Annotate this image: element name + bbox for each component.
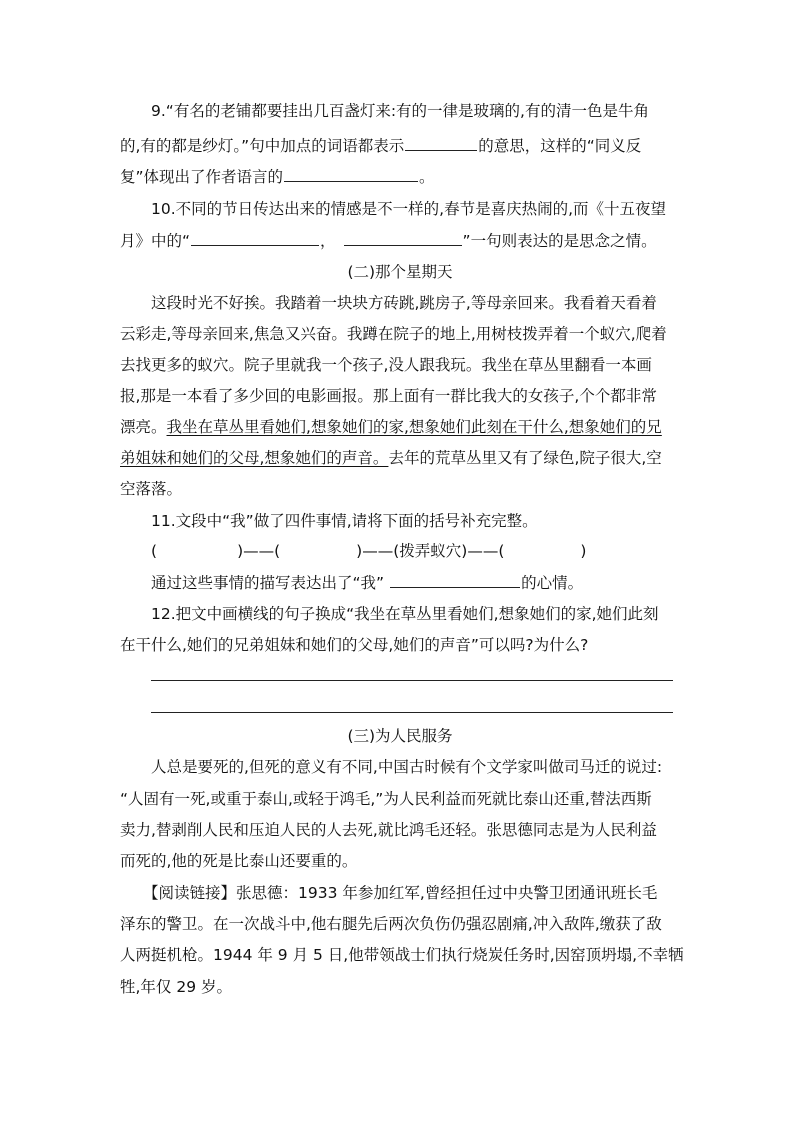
q9-text-c: 复”体现出了作者语言的 bbox=[120, 168, 284, 186]
q12-line-1: 12.把文中画横线的句子换成“我坐在草丛里看她们,想象她们的家,她们此刻 bbox=[151, 605, 659, 623]
q11-paren-3: )——(拨弄蚁穴)——( bbox=[356, 542, 505, 560]
passage-2-line-2: 云彩走,等母亲回来,焦急又兴奋。我蹲在院子的地上,用树枝拨弄着一个蚁穴,爬着 bbox=[120, 325, 667, 343]
q9-text-a: 的,有的都是纱灯。”句中加点的词语都表示 bbox=[120, 137, 405, 155]
section-2-title: (二)那个星期天 bbox=[347, 263, 453, 281]
passage-2-line-7: 空落落。 bbox=[120, 480, 183, 498]
q10-text-c: ”一句则表达的是思念之情。 bbox=[462, 232, 657, 250]
q10-answer-blank-1[interactable] bbox=[191, 230, 319, 246]
q12-answer-line-1[interactable] bbox=[151, 680, 673, 681]
q11-paren-1: ( bbox=[151, 542, 158, 560]
reading-link-label: 【阅读链接】 bbox=[143, 884, 237, 902]
reading-link-line-4: 牲,年仅 29 岁。 bbox=[120, 978, 233, 996]
q10-answer-blank-2[interactable] bbox=[344, 230, 462, 246]
q10-line-1: 10.不同的节日传达出来的情感是不一样的,春节是喜庆热闹的,而《十五夜望 bbox=[151, 200, 667, 218]
reading-link-line-3: 人两挺机枪。1944 年 9 月 5 日,他带领战士们执行烧炭任务时,因窑顶坍塌,不幸牺 bbox=[120, 946, 684, 964]
underlined-sentence-part-1: 我坐在草丛里看她们,想象她们的家,想象她们此刻在干什么,想象她们的兄 bbox=[166, 418, 662, 436]
passage-3-line-2: “人固有一死,或重于泰山,或轻于鸿毛,”为人民利益而死就比泰山还重,替法西斯 bbox=[120, 790, 652, 808]
passage-2-line-3: 去找更多的蚁穴。院子里就我一个孩子,没人跟我玩。我坐在草丛里翻看一本画 bbox=[120, 356, 652, 374]
q11-line-1: 11.文段中“我”做了四件事情,请将下面的括号补充完整。 bbox=[151, 512, 538, 530]
passage-3-line-1: 人总是要死的,但死的意义有不同,中国古时候有个文学家叫做司马迁的说过: bbox=[151, 758, 663, 776]
passage-3-line-4: 而死的,他的死是比泰山还要重的。 bbox=[120, 852, 358, 870]
reading-link-line-2: 泽东的警卫。在一次战斗中,他右腿先后两次负伤仍强忍剧痛,冲入敌阵,缴获了敌 bbox=[120, 915, 662, 933]
q10-text-a: 月》中的“ bbox=[120, 232, 191, 250]
passage-2-line-1: 这段时光不好挨。我踏着一块块方砖跳,跳房子,等母亲回来。我看着天看着 bbox=[151, 294, 657, 312]
q11-blanks-line bbox=[151, 541, 681, 561]
q11-text-a: 通过这些事情的描写表达出了“我” bbox=[151, 574, 385, 592]
underlined-sentence-part-2: 弟姐妹和她们的父母,想象她们的声音。 bbox=[120, 449, 389, 467]
q10-text-b: ， bbox=[320, 232, 336, 250]
q11-line-3 bbox=[151, 572, 681, 593]
q11-answer-blank-4[interactable] bbox=[390, 572, 520, 588]
q9-text-d: 。 bbox=[419, 168, 435, 186]
q9-line-2 bbox=[120, 135, 680, 156]
reading-link-text: 张思德：1933 年参加红军,曾经担任过中央警卫团通讯班长毛 bbox=[236, 884, 658, 902]
q11-paren-4: ) bbox=[580, 542, 587, 560]
q9-line-3 bbox=[120, 166, 680, 187]
passage-2-text: 漂亮。 bbox=[120, 418, 167, 436]
passage-2-text-2: 去年的荒草丛里又有了绿色,院子很大,空 bbox=[388, 449, 662, 467]
passage-2-line-4: 报,那是一本看了多少回的电影画报。那上面有一群比我大的女孩子,个个都非常 bbox=[120, 387, 657, 405]
section-3-title: (三)为人民服务 bbox=[347, 727, 453, 745]
q11-paren-2: )——( bbox=[237, 542, 281, 560]
q9-answer-blank-2[interactable] bbox=[284, 166, 418, 182]
q12-line-2: 在干什么,她们的兄弟姐妹和她们的父母,她们的声音”可以吗?为什么? bbox=[120, 636, 589, 654]
reading-link-line-1 bbox=[143, 883, 673, 903]
q11-text-b: 的心情。 bbox=[521, 574, 584, 592]
q9-line-1: 9.“有名的老铺都要挂出几百盏灯来:有的一律是玻璃的,有的清一色是牛角 bbox=[151, 102, 649, 120]
q12-answer-line-2[interactable] bbox=[151, 712, 673, 713]
q9-answer-blank-1[interactable] bbox=[405, 135, 477, 151]
q10-line-2 bbox=[120, 230, 680, 251]
passage-3-line-3: 卖力,替剥削人民和压迫人民的人去死,就比鸿毛还轻。张思德同志是为人民利益 bbox=[120, 821, 657, 839]
passage-2-line-5 bbox=[120, 417, 680, 437]
q9-text-b: 的意思，这样的“同义反 bbox=[478, 137, 642, 155]
passage-2-line-6 bbox=[120, 448, 680, 468]
